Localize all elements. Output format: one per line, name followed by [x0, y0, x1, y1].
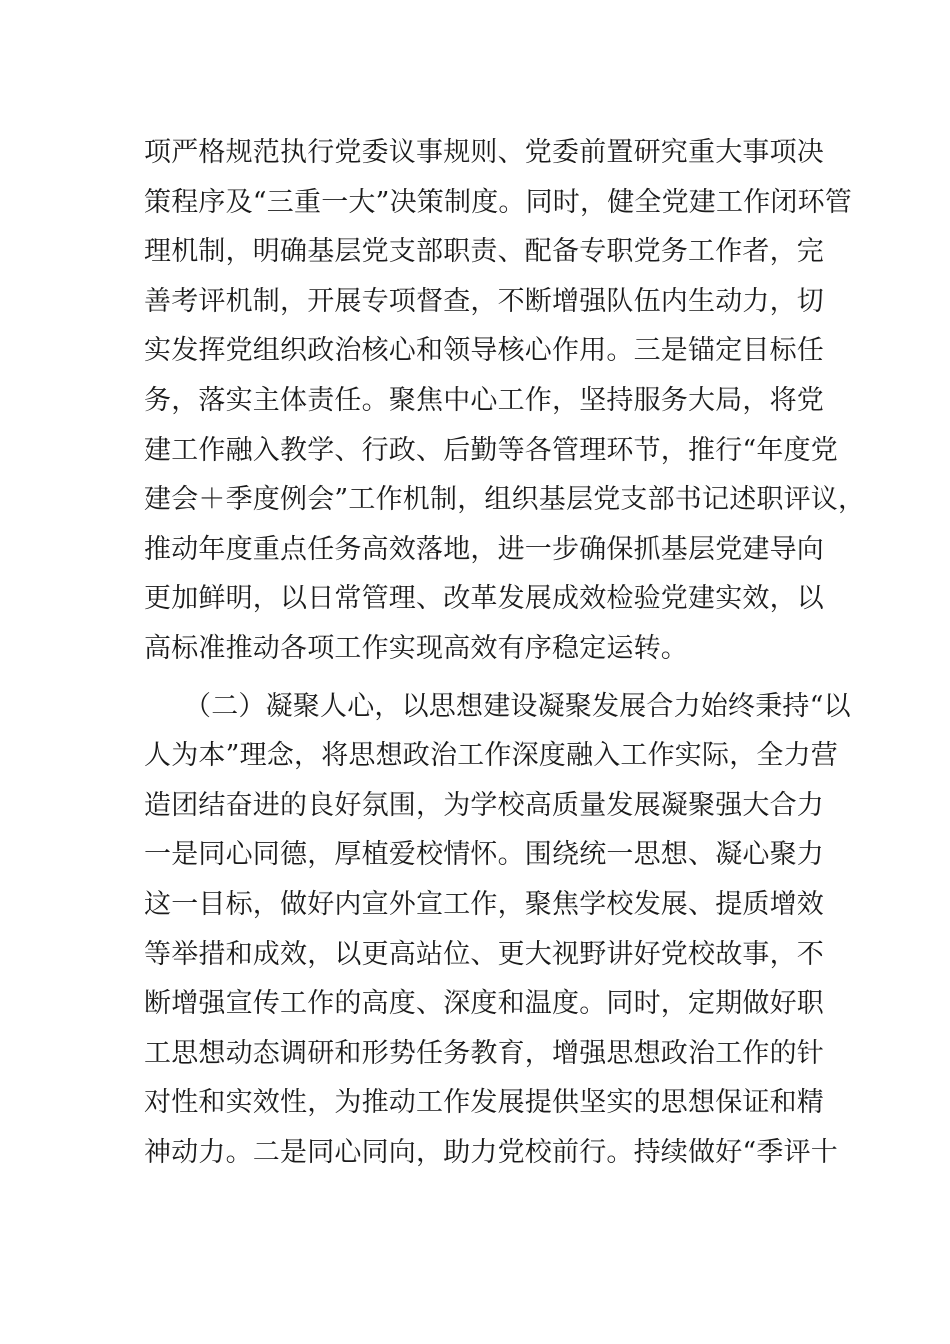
text-line: 理机制，明确基层党支部职责、配备专职党务工作者，完: [144, 236, 824, 268]
text-line: 断增强宣传工作的高度、深度和温度。同时，定期做好职: [144, 988, 824, 1020]
text-line: 善考评机制，开展专项督查，不断增强队伍内生动力，切: [144, 285, 824, 317]
section-heading-line: （二）凝聚人心，以思想建设凝聚发展合力始终秉持“以: [184, 690, 851, 722]
text-line: 对性和实效性，为推动工作发展提供坚实的思想保证和精: [144, 1087, 824, 1119]
text-line: 项严格规范执行党委议事规则、党委前置研究重大事项决: [144, 137, 824, 168]
document-body: [144, 128, 866, 1177]
text-line: 神动力。二是同心同向，助力党校前行。持续做好“季评十: [144, 1136, 839, 1168]
text-line: 务，落实主体责任。聚焦中心工作，坚持服务大局，将党: [144, 384, 824, 416]
text-line: 人为本”理念，将思想政治工作深度融入工作实际，全力营: [144, 740, 839, 772]
text-line: 更加鲜明，以日常管理、改革发展成效检验党建实效，以: [144, 583, 824, 615]
text-line: 推动年度重点任务高效落地，进一步确保抓基层党建导向: [144, 533, 824, 565]
text-line: 这一目标，做好内宣外宣工作，聚焦学校发展、提质增效: [144, 888, 824, 920]
text-line: 建会＋季度例会”工作机制，组织基层党支部书记述职评议，: [144, 484, 866, 516]
text-line: 工思想动态调研和形势任务教育，增强思想政治工作的针: [144, 1037, 824, 1069]
text-line: 策程序及“三重一大”决策制度。同时，健全党建工作闭环管: [144, 186, 853, 218]
text-line: 实发挥党组织政治核心和领导核心作用。三是锚定目标任: [144, 335, 824, 367]
text-line: 造团结奋进的良好氛围，为学校高质量发展凝聚强大合力: [144, 789, 824, 821]
text-line: 一是同心同德，厚植爱校情怀。围绕统一思想、凝心聚力: [144, 839, 824, 871]
text-line: 建工作融入教学、行政、后勤等各管理环节，推行“年度党: [144, 434, 839, 466]
text-line: 等举措和成效，以更高站位、更大视野讲好党校故事，不: [144, 938, 824, 970]
text-line: 高标准推动各项工作实现高效有序稳定运转。: [144, 632, 688, 664]
